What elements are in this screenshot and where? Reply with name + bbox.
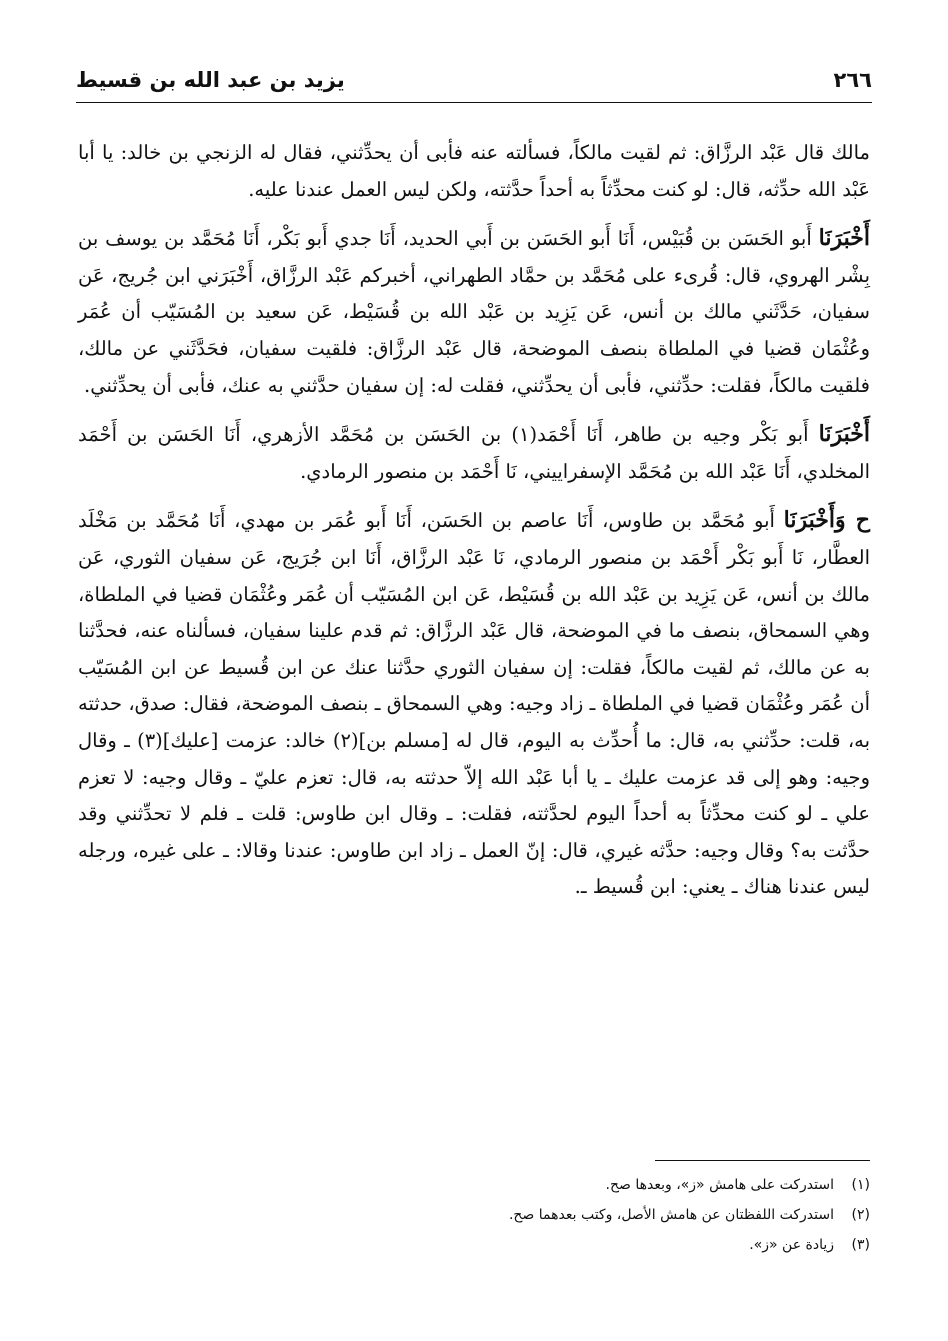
isnad-keyword: أَخْبَرَنَا <box>818 225 870 252</box>
paragraph-text: أَبو الحَسَن بن قُبَيْس، أَنَا أَبو الحَسَن بن أَبي الحديد، أَنَا جدي أَبو بَكْر، أَنَا مُحَمَّد بن يوسف بن بِشْر الهروي، قال: قُرىء على مُحَمَّد بن حمَّاد الطهراني، أخبركم عَبْد الرزَّاق، أَخْبَرَني ابن جُريج، عَن سفيان، حَدَّثَني مالك بن أنس، عَن يَزِيد بن عَبْد الله بن قُسَيْط، عَن سعيد بن المُسَيّب أن عُمَر وعُثْمَان قضيا في الملطاة بنصف الموضحة، قال عَبْد الرزَّاق: فلقيت سفيان، فحَدَّثَني عن مالك، فلقيت مالكاً، فقلت: حدِّثني، فأبى أن يحدِّثني، فقلت له: إن سفيان حدَّثني به عنك، فأبى أن يحدِّثني. <box>78 227 870 397</box>
paragraph <box>78 135 870 208</box>
footnote <box>78 1170 870 1200</box>
footnote-text: زيادة عن «ز». <box>749 1237 834 1253</box>
footnote-number: (٢) <box>851 1207 870 1223</box>
paragraph-text: أَبو بَكْر وجيه بن طاهر، أَنَا أَحْمَد(١) بن الحَسَن بن مُحَمَّد الأزهري، أَنَا الحَسَن بن أَحْمَد المخلدي، أَنَا عَبْد الله بن مُحَمَّد الإسفراييني، نَا أَحْمَد بن منصور الرمادي. <box>78 423 870 483</box>
footnote <box>78 1200 870 1230</box>
paragraph-text: أَبو مُحَمَّد بن طاوس، أَنَا عاصم بن الحَسَن، أَنَا أَبو عُمَر بن مهدي، أَنَا مُحَمَّد بن مَخْلَد العطَّار، نَا أَبو بَكْر أَحْمَد بن منصور الرمادي، نَا عَبْد الرزَّاق، أَنَا ابن جُرَيج، عَن سفيان الثوري، عَن مالك بن أنس، عَن يَزِيد بن عَبْد الله بن قُسَيْط، عَن ابن المُسَيّب أن عُمَر وعُثْمَان قضيا في الملطاة، وهي السمحاق، بنصف ما في الموضحة، قال عَبْد الرزَّاق: ثم قدم علينا سفيان، فسألناه عنه، فحدَّثنا به عن مالك، ثم لقيت مالكاً، فقلت: إن سفيان الثوري حدَّثنا عنك عن ابن قُسيط عن ابن المُسَيّب أن عُمَر وعُثْمَان قضيا في الملطاة ـ زاد وجيه: وهي السمحاق ـ بنصف الموضحة، فقال: صدق، حدثته به، قلت: حدِّثني به، قال: ما أُحدِّث به اليوم، قال له [مسلم بن](٢) خالد: عزمت [عليك](٣) ـ وقال وجيه: وهو إلى قد عزمت عليك ـ يا أبا عَبْد الله إلاّ حدثته به، قال: تعزم عليّ ـ وقال وجيه: لا تعزم علي ـ لو كنت محدِّثاً به أحداً اليوم لحدَّثته، فقلت: ـ وقال ابن طاوس: قلت ـ فلم لا تحدِّثني وقد حدَّثت به؟ وقال وجيه: حدَّثه غيري، قال: إنّ العمل ـ زاد ابن طاوس: عندنا وقالا: ـ على غيره، ورجله ليس عندنا هناك ـ يعني: ابن قُسيط ـ. <box>78 509 870 899</box>
footnote <box>78 1230 870 1260</box>
paragraph <box>78 502 870 906</box>
footnote-number: (٣) <box>851 1237 870 1253</box>
footnote-number: (١) <box>851 1177 870 1193</box>
paragraph-text: مالك قال عَبْد الرزَّاق: ثم لقيت مالكاً، فسألته عنه فأبى أن يحدِّثني، فقال له الزنجي بن خالد: يا أبا عَبْد الله حدِّثه، قال: لو كنت محدِّثاً به أحداً حدَّثته، ولكن ليس العمل عندنا عليه. <box>78 141 870 201</box>
footnote-text: استدركت اللفظتان عن هامش الأصل، وكتب بعدهما صح. <box>508 1207 834 1223</box>
running-title: يزيد بن عبد الله بن قسيط <box>76 68 345 92</box>
paragraph <box>78 416 870 490</box>
page-number: ٢٦٦ <box>833 68 872 92</box>
isnad-keyword: ح وَأَخْبَرَنَا <box>783 507 870 534</box>
footnotes <box>78 1170 870 1260</box>
main-text <box>78 135 870 906</box>
footnote-text: استدركت على هامش «ز»، وبعدها صح. <box>605 1177 834 1193</box>
paragraph <box>78 220 870 404</box>
isnad-keyword: أَخْبَرَنَا <box>818 421 870 448</box>
footnote-separator <box>655 1160 870 1161</box>
header-rule <box>76 102 872 103</box>
running-header <box>76 62 872 98</box>
